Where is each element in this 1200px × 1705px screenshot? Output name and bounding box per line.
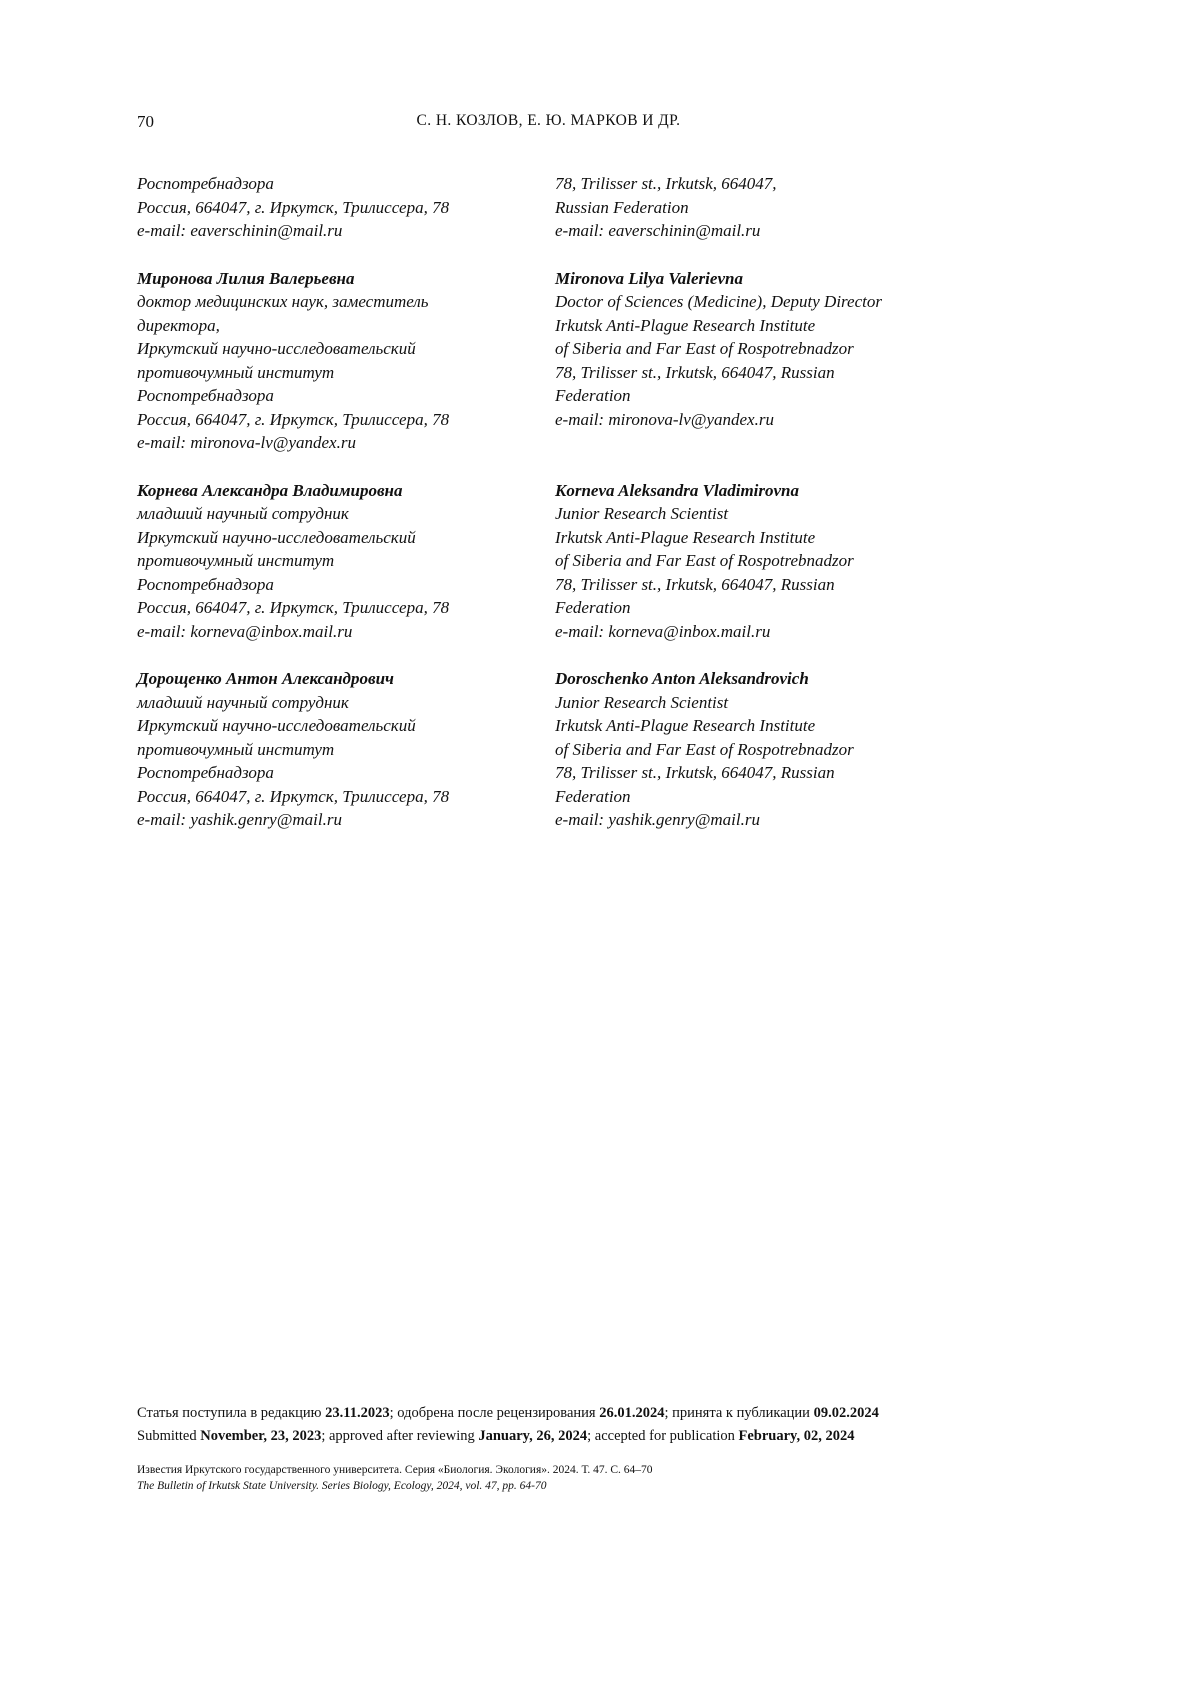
author-name: Doroschenko Anton Aleksandrovich — [555, 669, 809, 688]
author-info-line: Doctor of Sciences (Medicine), Deputy Director — [555, 292, 882, 311]
author-info-line: of Siberia and Far East of Rospotrebnadzor — [555, 551, 854, 570]
author-name: Mironova Lilya Valerievna — [555, 268, 743, 288]
author-entry-en — [555, 172, 960, 243]
author-email: e-mail: korneva@inbox.mail.ru — [137, 621, 353, 641]
author-entry-en — [555, 267, 960, 455]
author-info-line: of Siberia and Far East of Rospotrebnadzor — [555, 739, 854, 759]
author-info-line: Federation — [555, 386, 631, 405]
author-info-line: Junior Research Scientist — [555, 692, 729, 712]
author-info-line: Роспотребнадзора — [137, 386, 274, 405]
page-content — [137, 112, 960, 856]
author-info-line: Иркутский научно-исследовательский — [137, 527, 416, 547]
date-value: February, 02, 2024 — [738, 1428, 855, 1444]
author-name: Миронова Лилия Валерьевна — [137, 268, 355, 288]
author-name: Корнева Александра Владимировна — [137, 480, 403, 500]
author-email: e-mail: yashik.genry@mail.ru — [137, 810, 342, 829]
author-info-line: Россия, 664047, г. Иркутск, Трилиссера, 78 — [137, 409, 450, 429]
author-entry-ru — [137, 479, 555, 644]
date-value: 26.01.2024 — [599, 1405, 665, 1421]
date-label: Submitted — [137, 1428, 201, 1444]
author-entry-row — [137, 479, 960, 644]
author-info-line: Junior Research Scientist — [555, 504, 729, 523]
author-entry-row — [137, 172, 960, 243]
page-number: 70 — [137, 112, 154, 131]
date-label: ; одобрена после рецензирования — [389, 1405, 600, 1421]
author-info-line: Россия, 664047, г. Иркутск, Трилиссера, 78 — [137, 598, 450, 617]
date-label: ; accepted for publication — [587, 1428, 739, 1444]
date-value: January, 26, 2024 — [478, 1428, 588, 1444]
author-entry-ru — [137, 172, 555, 243]
author-email: e-mail: mironova-lv@yandex.ru — [555, 409, 774, 429]
author-email: e-mail: yashik.genry@mail.ru — [555, 810, 760, 829]
author-info-line: 78, Trilisser st., Irkutsk, 664047, Russian — [555, 763, 835, 782]
journal-block — [137, 1462, 1067, 1494]
author-entry-row — [137, 267, 960, 455]
author-entry-en — [555, 667, 960, 832]
author-name: Дорощенко Антон Александрович — [137, 669, 394, 688]
page-header — [137, 112, 960, 136]
dates-line-en — [137, 1425, 1067, 1448]
author-info-line: 78, Trilisser st., Irkutsk, 664047, Russian — [555, 362, 835, 382]
author-info-line: of Siberia and Far East of Rospotrebnadzor — [555, 339, 854, 358]
author-email: e-mail: eaverschinin@mail.ru — [137, 221, 343, 240]
date-label: Статья поступила в редакцию — [137, 1405, 326, 1421]
author-info-line: Irkutsk Anti-Plague Research Institute — [555, 315, 816, 335]
author-entry-ru — [137, 267, 555, 455]
author-email: e-mail: mironova-lv@yandex.ru — [137, 433, 356, 452]
author-info-line: Иркутский научно-исследовательский — [137, 339, 416, 358]
author-info-line: младший научный сотрудник — [137, 692, 349, 712]
running-head: С. Н. КОЗЛОВ, Е. Ю. МАРКОВ И ДР. — [416, 112, 681, 129]
journal-citation-en: The Bulletin of Irkutsk State University. Series Biology, Ecology, 2024, vol. 47, pp. 64-70 — [137, 1480, 547, 1492]
author-info-line: доктор медицинских наук, заместитель — [137, 292, 429, 311]
author-info-line: Роспотребнадзора — [137, 574, 274, 594]
dates-block — [137, 1402, 1067, 1448]
author-entry-en — [555, 479, 960, 644]
authors-section — [137, 172, 960, 832]
date-label: ; принята к публикации — [664, 1405, 814, 1421]
author-info-line: противочумный институт — [137, 739, 335, 759]
author-entry-row — [137, 667, 960, 832]
journal-citation-ru: Известия Иркутского государственного университета. Серия «Биология. Экология». 2024. Т. 47. С. 64–70 — [137, 1464, 653, 1476]
date-label: ; approved after reviewing — [321, 1428, 479, 1444]
date-value: 09.02.2024 — [813, 1405, 879, 1421]
author-info-line: Irkutsk Anti-Plague Research Institute — [555, 716, 816, 735]
dates-line-ru — [137, 1402, 1067, 1425]
author-info-line: 78, Trilisser st., Irkutsk, 664047, Russian — [555, 574, 835, 594]
author-info-line: противочумный институт — [137, 551, 335, 570]
author-info-line: Irkutsk Anti-Plague Research Institute — [555, 527, 816, 547]
author-info-line: младший научный сотрудник — [137, 504, 349, 523]
date-value: November, 23, 2023 — [200, 1428, 322, 1444]
author-email: e-mail: eaverschinin@mail.ru — [555, 221, 761, 240]
author-info-line: Роспотребнадзора — [137, 174, 274, 193]
author-info-line: Россия, 664047, г. Иркутск, Трилиссера, 78 — [137, 197, 450, 217]
author-info-line: Federation — [555, 786, 631, 806]
author-info-line: Иркутский научно-исследовательский — [137, 716, 416, 735]
date-value: 23.11.2023 — [325, 1405, 390, 1421]
author-info-line: директора, — [137, 315, 220, 335]
author-info-line: противочумный институт — [137, 362, 335, 382]
author-info-line: 78, Trilisser st., Irkutsk, 664047, — [555, 174, 777, 193]
author-info-line: Federation — [555, 598, 631, 617]
author-info-line: Роспотребнадзора — [137, 763, 274, 782]
author-info-line: Россия, 664047, г. Иркутск, Трилиссера, 78 — [137, 786, 450, 806]
author-info-line: Russian Federation — [555, 197, 689, 217]
author-email: e-mail: korneva@inbox.mail.ru — [555, 621, 771, 641]
author-entry-ru — [137, 667, 555, 832]
author-name: Korneva Aleksandra Vladimirovna — [555, 480, 800, 500]
